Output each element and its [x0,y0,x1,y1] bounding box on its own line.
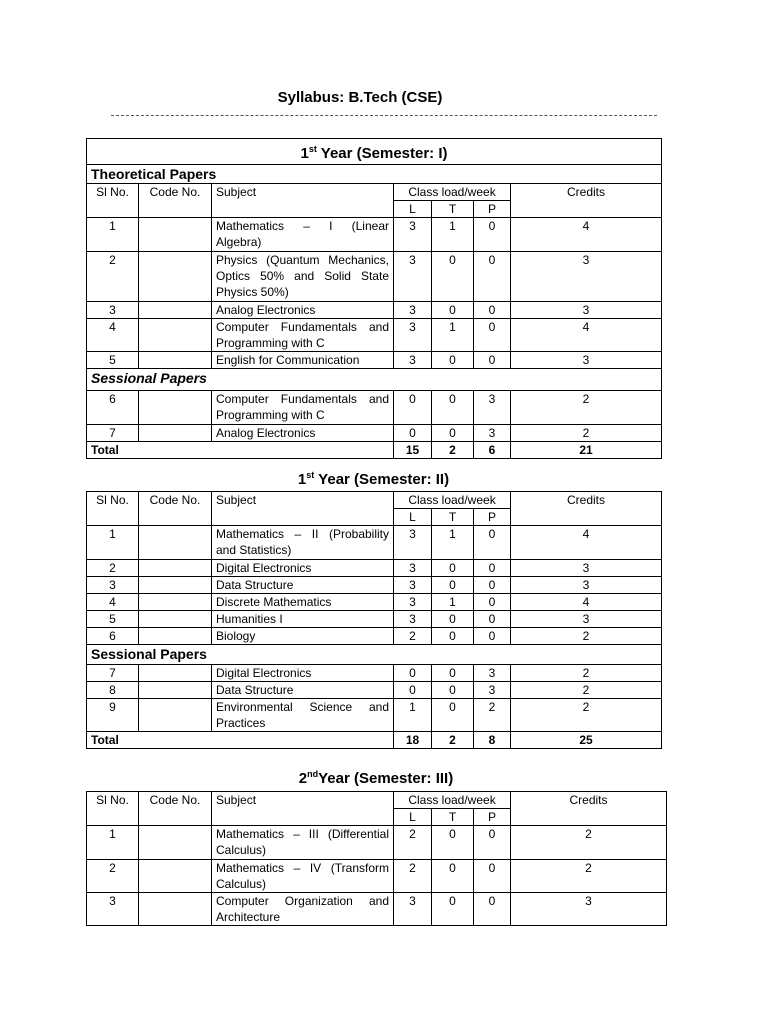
code-no-cell [139,352,212,369]
col-credits: Credits [511,184,662,218]
credits-cell: 2 [511,860,667,893]
practical-hours-cell: 0 [474,860,511,893]
sl-no-cell: 3 [87,893,139,926]
subject-cell: Analog Electronics [212,302,394,319]
lecture-hours-cell: 3 [394,252,432,302]
col-subject: Subject [212,792,394,826]
sl-no-cell: 5 [87,611,139,628]
lecture-hours-cell: 0 [394,425,432,442]
col-sl-no: Sl No. [87,184,139,218]
col-t: T [432,201,474,218]
semester-3-heading: 2ndYear (Semester: III) [298,769,454,787]
practical-hours-cell: 3 [474,682,511,699]
tutorial-hours-cell: 0 [432,252,474,302]
document-title: Syllabus: B.Tech (CSE) [277,89,443,106]
lecture-hours-cell: 0 [394,682,432,699]
code-no-cell [139,425,212,442]
sl-no-cell: 2 [87,860,139,893]
col-t: T [432,509,474,526]
subject-cell: Analog Electronics [212,425,394,442]
table-row [87,391,662,425]
semester-2-heading: 1st Year (Semester: II) [297,470,450,488]
tutorial-hours-cell: 0 [432,699,474,732]
theoretical-papers-label: Theoretical Papers [87,165,662,184]
practical-hours-cell: 0 [474,577,511,594]
col-code-no: Code No. [139,492,212,526]
col-class-load: Class load/week [394,792,511,809]
sl-no-cell: 3 [87,577,139,594]
credits-cell: 3 [511,893,667,926]
col-p: P [474,509,511,526]
total-t: 2 [432,442,474,459]
col-l: L [394,809,432,826]
sl-no-cell: 1 [87,526,139,560]
sl-no-cell: 1 [87,826,139,860]
tutorial-hours-cell: 0 [432,682,474,699]
total-credits: 25 [511,732,662,749]
lecture-hours-cell: 3 [394,577,432,594]
lecture-hours-cell: 3 [394,611,432,628]
code-no-cell [139,893,212,926]
table-row [87,319,662,352]
practical-hours-cell: 0 [474,526,511,560]
subject-cell: Physics (Quantum Mechanics, Optics 50% and Solid State Physics 50%) [212,252,394,302]
table-row [87,682,662,699]
sl-no-cell: 8 [87,682,139,699]
header-row [87,792,667,809]
col-t: T [432,809,474,826]
credits-cell: 4 [511,526,662,560]
lecture-hours-cell: 3 [394,893,432,926]
lecture-hours-cell: 3 [394,218,432,252]
lecture-hours-cell: 0 [394,665,432,682]
sl-no-cell: 6 [87,391,139,425]
tutorial-hours-cell: 0 [432,628,474,645]
total-p: 6 [474,442,511,459]
total-label: Total [87,732,394,749]
lecture-hours-cell: 3 [394,526,432,560]
lecture-hours-cell: 2 [394,628,432,645]
subject-cell: Computer Fundamentals and Programming with C [212,319,394,352]
subject-cell: English for Communication [212,352,394,369]
lecture-hours-cell: 3 [394,352,432,369]
credits-cell: 3 [511,560,662,577]
table-row [87,594,662,611]
credits-cell: 4 [511,319,662,352]
subject-cell: Computer Fundamentals and Programming with C [212,391,394,425]
practical-hours-cell: 3 [474,665,511,682]
lecture-hours-cell: 2 [394,860,432,893]
subject-cell: Mathematics – II (Probability and Statistics) [212,526,394,560]
tutorial-hours-cell: 0 [432,391,474,425]
sl-no-cell: 7 [87,425,139,442]
sessional-papers-label: Sessional Papers [87,645,662,665]
col-l: L [394,201,432,218]
table-row [87,826,667,860]
col-p: P [474,809,511,826]
code-no-cell [139,860,212,893]
lecture-hours-cell: 3 [394,560,432,577]
lecture-hours-cell: 3 [394,594,432,611]
tutorial-hours-cell: 0 [432,893,474,926]
credits-cell: 4 [511,594,662,611]
table-row [87,665,662,682]
practical-hours-cell: 2 [474,699,511,732]
sl-no-cell: 6 [87,628,139,645]
col-sl-no: Sl No. [87,492,139,526]
sl-no-cell: 4 [87,594,139,611]
code-no-cell [139,577,212,594]
code-no-cell [139,594,212,611]
total-l: 18 [394,732,432,749]
code-no-cell [139,665,212,682]
sl-no-cell: 7 [87,665,139,682]
semester-1-heading: 1st Year (Semester: I) [87,139,662,165]
subject-cell: Digital Electronics [212,665,394,682]
credits-cell: 3 [511,252,662,302]
tutorial-hours-cell: 1 [432,319,474,352]
tutorial-hours-cell: 0 [432,352,474,369]
sl-no-cell: 2 [87,560,139,577]
credits-cell: 2 [511,425,662,442]
credits-cell: 2 [511,682,662,699]
credits-cell: 2 [511,391,662,425]
practical-hours-cell: 0 [474,319,511,352]
code-no-cell [139,699,212,732]
code-no-cell [139,526,212,560]
practical-hours-cell: 0 [474,826,511,860]
practical-hours-cell: 3 [474,391,511,425]
code-no-cell [139,682,212,699]
code-no-cell [139,560,212,577]
total-credits: 21 [511,442,662,459]
practical-hours-cell: 0 [474,611,511,628]
subject-cell: Humanities I [212,611,394,628]
credits-cell: 2 [511,665,662,682]
col-p: P [474,201,511,218]
code-no-cell [139,611,212,628]
credits-cell: 3 [511,611,662,628]
code-no-cell [139,218,212,252]
lecture-hours-cell: 0 [394,391,432,425]
practical-hours-cell: 0 [474,628,511,645]
tutorial-hours-cell: 1 [432,594,474,611]
lecture-hours-cell: 2 [394,826,432,860]
practical-hours-cell: 0 [474,594,511,611]
tutorial-hours-cell: 0 [432,577,474,594]
subject-cell: Data Structure [212,577,394,594]
code-no-cell [139,302,212,319]
credits-cell: 4 [511,218,662,252]
subject-cell: Computer Organization and Architecture [212,893,394,926]
code-no-cell [139,319,212,352]
tutorial-hours-cell: 0 [432,826,474,860]
table-row [87,699,662,732]
sl-no-cell: 9 [87,699,139,732]
table-row [87,302,662,319]
tutorial-hours-cell: 0 [432,425,474,442]
tutorial-hours-cell: 0 [432,302,474,319]
header-row [87,492,662,509]
tutorial-hours-cell: 0 [432,665,474,682]
subject-cell: Digital Electronics [212,560,394,577]
subject-cell: Data Structure [212,682,394,699]
semester-3-table [86,791,667,926]
col-class-load: Class load/week [394,184,511,201]
table-row [87,526,662,560]
subject-cell: Mathematics – I (Linear Algebra) [212,218,394,252]
table-row [87,577,662,594]
practical-hours-cell: 3 [474,425,511,442]
table-row [87,252,662,302]
semester-2-table [86,491,662,749]
sl-no-cell: 2 [87,252,139,302]
total-row [87,442,662,459]
subject-cell: Biology [212,628,394,645]
col-code-no: Code No. [139,184,212,218]
practical-hours-cell: 0 [474,893,511,926]
credits-cell: 3 [511,302,662,319]
header-row [87,184,662,201]
subject-cell: Environmental Science and Practices [212,699,394,732]
col-credits: Credits [511,792,667,826]
sl-no-cell: 5 [87,352,139,369]
practical-hours-cell: 0 [474,252,511,302]
tutorial-hours-cell: 0 [432,611,474,628]
tutorial-hours-cell: 0 [432,860,474,893]
code-no-cell [139,391,212,425]
practical-hours-cell: 0 [474,560,511,577]
subject-cell: Discrete Mathematics [212,594,394,611]
code-no-cell [139,252,212,302]
practical-hours-cell: 0 [474,218,511,252]
tutorial-hours-cell: 0 [432,560,474,577]
credits-cell: 2 [511,628,662,645]
col-subject: Subject [212,492,394,526]
col-code-no: Code No. [139,792,212,826]
tutorial-hours-cell: 1 [432,526,474,560]
lecture-hours-cell: 1 [394,699,432,732]
table-row [87,425,662,442]
col-l: L [394,509,432,526]
total-label: Total [87,442,394,459]
col-subject: Subject [212,184,394,218]
practical-hours-cell: 0 [474,352,511,369]
credits-cell: 2 [511,699,662,732]
sl-no-cell: 3 [87,302,139,319]
table-row [87,560,662,577]
col-credits: Credits [511,492,662,526]
semester-1-table [86,138,662,459]
credits-cell: 3 [511,352,662,369]
total-p: 8 [474,732,511,749]
sl-no-cell: 1 [87,218,139,252]
subject-cell: Mathematics – IV (Transform Calculus) [212,860,394,893]
table-row [87,893,667,926]
sessional-papers-label: Sessional Papers [87,369,662,391]
table-row [87,218,662,252]
total-row [87,732,662,749]
code-no-cell [139,628,212,645]
lecture-hours-cell: 3 [394,302,432,319]
code-no-cell [139,826,212,860]
dashed-divider [111,115,657,116]
sl-no-cell: 4 [87,319,139,352]
table-row [87,860,667,893]
subject-cell: Mathematics – III (Differential Calculus) [212,826,394,860]
practical-hours-cell: 0 [474,302,511,319]
tutorial-hours-cell: 1 [432,218,474,252]
col-sl-no: Sl No. [87,792,139,826]
credits-cell: 2 [511,826,667,860]
col-class-load: Class load/week [394,492,511,509]
total-l: 15 [394,442,432,459]
total-t: 2 [432,732,474,749]
lecture-hours-cell: 3 [394,319,432,352]
table-row [87,628,662,645]
credits-cell: 3 [511,577,662,594]
table-row [87,352,662,369]
table-row [87,611,662,628]
